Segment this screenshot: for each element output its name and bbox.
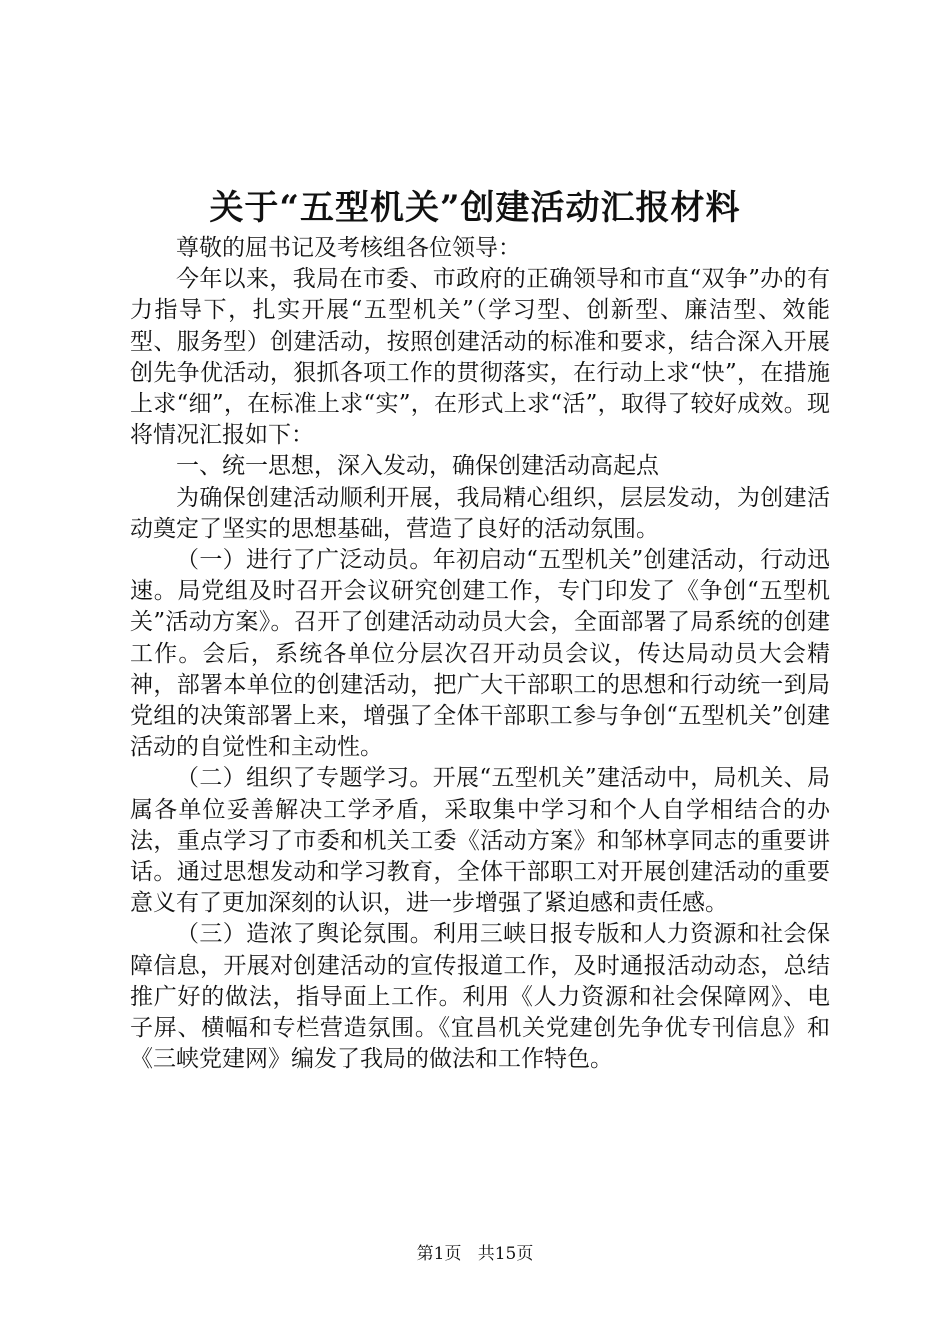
page-footer bbox=[0, 1242, 950, 1266]
subsection-3: （三）造浓了舆论氛围。利用三峡日报专版和人力资源和社会保障信息，开展对创建活动的宣传报道工作，及时通报活动动态，总结推广好的做法，指导面上工作。利用《人力资源和社会保障网》、电子屏、横幅和专栏营造氛围。《宜昌机关党建创先争优专刊信息》和《三峡党建网》编发了我局的做法和工作特色。 bbox=[130, 921, 830, 1073]
page-total: 共15页 bbox=[477, 1244, 534, 1264]
document-body bbox=[130, 233, 830, 1075]
section-1-intro: 为确保创建活动顺利开展，我局精心组织，层层发动，为创建活动奠定了坚实的思想基础，营造了良好的活动氛围。 bbox=[130, 484, 830, 542]
document-title: 关于“五型机关”创建活动汇报材料 bbox=[209, 188, 741, 228]
salutation: 尊敬的屈书记及考核组各位领导： bbox=[176, 235, 521, 261]
intro-paragraph: 今年以来，我局在市委、市政府的正确领导和市直“双争”办的有力指导下，扎实开展“五型机关”（学习型、创新型、廉洁型、效能型、服务型）创建活动，按照创建活动的标准和要求，结合深入开展创先争优活动，狠抓各项工作的贯彻落实，在行动上求“快”，在措施上求“细”，在标准上求“实”，在形式上求“活”，取得了较好成效。现将情况汇报如下： bbox=[130, 266, 830, 449]
section-heading-1: 一、统一思想，深入发动，确保创建活动高起点 bbox=[176, 453, 659, 480]
subsection-2: （二）组织了专题学习。开展“五型机关”建活动中，局机关、局属各单位妥善解决工学矛盾，采取集中学习和个人自学相结合的办法，重点学习了市委和机关工委《活动方案》和邹林享同志的重要讲话。通过思想发动和学习教育，全体干部职工对开展创建活动的重要意义有了更加深刻的认识，进一步增强了紧迫感和责任感。 bbox=[130, 765, 830, 917]
page-number: 第1页 bbox=[416, 1244, 462, 1264]
subsection-1: （一）进行了广泛动员。年初启动“五型机关”创建活动，行动迅速。局党组及时召开会议研究创建工作，专门印发了《争创“五型机关”活动方案》。召开了创建活动动员大会，全面部署了局系统的创建工作。会后，系统各单位分层次召开动员会议，传达局动员大会精神，部署本单位的创建活动，把广大干部职工的思想和行动统一到局党组的决策部署上来，增强了全体干部职工参与争创“五型机关”创建活动的自觉性和主动性。 bbox=[130, 547, 830, 761]
